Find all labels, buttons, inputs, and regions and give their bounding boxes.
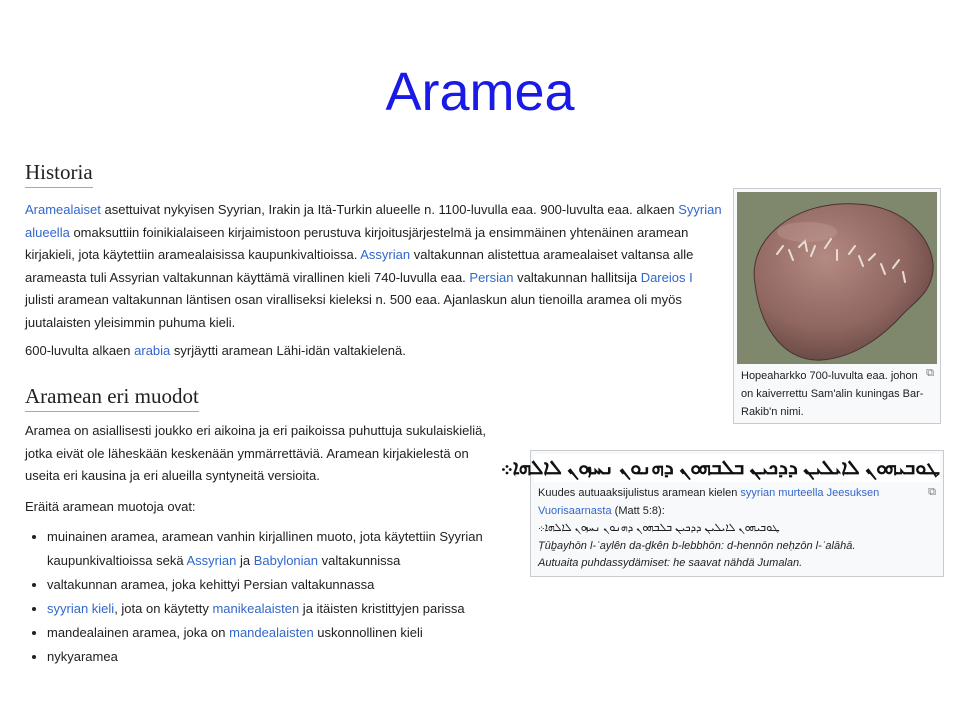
syriac-caption [538,485,934,573]
inline-link[interactable]: Babylonian [253,552,319,568]
inline-link[interactable]: Dareios I [640,269,693,285]
section-heading-historia: Historia [25,160,93,188]
historia-paragraph-1 [25,199,725,335]
inline-text: mandealainen aramea, joka on [47,624,230,640]
inline-text: ja itäisten kristittyjen parissa [299,600,465,616]
syriac-small-script: ܛܘܒܝܗܘܢ ܠܐܝܠܝܢ ܕܕܟܝܢ ܒܠܒܗܘܢ ܕܗܢܘܢ ܢܚܙܘܢ ܠܐܠܗܐ܀ [538,522,780,534]
article-content [25,160,725,669]
inline-link[interactable]: arabia [134,342,171,358]
inline-text: valtakunnan alistettua aramealaiset valtansa alle arameasta tuli Assyrian valtakunnan käyttämä virallinen kieli 740-luvulla eaa. [25,247,694,285]
list-item [47,621,527,645]
inline-text: 600-luvulta alkaen [25,342,135,358]
inline-link[interactable]: Syyrian alueella [25,202,722,240]
muodot-list [25,525,527,669]
inline-link[interactable]: Jeesuksen Vuorisaarnasta [538,487,880,517]
inline-link[interactable]: Assyrian [360,247,411,263]
inline-text: ja [236,552,254,568]
image-thumbnail [733,188,941,424]
inline-text: valtakunnan hallitsija [513,269,641,285]
list-item [47,525,527,573]
inline-text: (Matt 5:8): [611,504,665,517]
list-item [47,573,527,597]
slide-title: Aramea [385,62,575,122]
list-item [47,645,527,669]
inline-link[interactable]: Assyrian [186,552,237,568]
section-heading-muodot: Aramean eri muodot [25,384,199,412]
inline-link[interactable]: Persian [469,269,514,285]
syriac-script-image[interactable] [500,454,940,482]
image-caption: Hopeaharkko 700-luvulta eaa. johon on kaiverrettu Sam'alin kuningas Bar-Rakib'n nimi. [741,370,924,418]
inline-text: nykyaramea [47,648,118,664]
muodot-paragraph-1 [25,420,505,488]
list-item [47,597,527,621]
inline-text: uskonnollinen kieli [313,624,423,640]
historia-paragraph-2 [25,340,725,363]
inline-text: valtakunnissa [318,552,401,568]
inline-text: Aramea on asiallisesti joukko eri aikoina ja eri paikoissa puhuttuja sukulaiskieliä, jotka eivät ole läheskään keskenään ymmärrettäviä. Aramean kirjakielestä on useita eri kausina ja eri alueilla syntyneitä versioita. [25,423,487,484]
inline-text: asettuivat nykyisen Syyrian, Irakin ja Itä-Turkin alueelle n. 1100-luvulla eaa. 900-luvulta eaa. alkaen [100,202,679,217]
inline-link[interactable]: syyrian kieli [47,600,115,616]
inline-text: muinainen aramea, aramean vanhin kirjallinen muoto, jota käytettiin Syyrian kaupunkivaltioissa sekä [47,528,483,568]
inline-text: Eräitä aramean muotoja ovat: [25,498,196,514]
inline-text: syrjäytti aramean Lähi-idän valtakielenä. [170,342,406,358]
inline-link[interactable]: manikealaisten [212,600,300,616]
inline-text: Kuudes autuaaksijulistus aramean kielen [538,487,741,499]
enlarge-icon-2[interactable]: ⧉ [928,486,936,498]
inline-link[interactable]: mandealaisten [229,624,314,640]
silver-ingot-image[interactable] [737,192,937,364]
syriac-caption-text [538,487,879,517]
transliteration: Ṭūḇayhōn l-ʾaylên da-ḏkên b-lebbhōn: d-hennōn neḥzōn l-ʾalāhā. [538,539,856,552]
enlarge-icon[interactable]: ⧉ [926,367,934,379]
syriac-thumbnail [500,450,944,577]
translation: Autuaita puhdassydämiset: he saavat nähdä Jumalan. [538,557,803,569]
inline-text: omaksuttiin foinikialaiseen kirjaimistoon perustuva kirjoitusjärjestelmä ja ensimmäinen yhtenäinen aramean kirjakieli, jota käytettiin aramealaisissa kaupunkivaltioissa. [25,224,689,263]
inline-link[interactable]: Aramealaiset [25,202,101,217]
inline-link[interactable]: syyrian murteella [740,487,824,499]
inline-text: , jota on käytetty [114,600,213,616]
inline-text: valtakunnan aramea, joka kehittyi Persian valtakunnassa [47,576,375,592]
inline-text: julisti aramean valtakunnan läntisen osan viralliseksi kieleksi n. 500 eaa. Ajanlaskun alun tienoilla aramea oli myös juutalaisten yleisimmin puhuma kieli. [25,292,682,330]
syriac-script-line: ܛܘܒܝܗܘܢ ܠܐܝܠܝܢ ܕܕܟܝܢ ܒܠܒܗܘܢ ܕܗܢܘܢ ܢܚܙܘܢ ܠܐܠܗܐ܀ [500,457,940,479]
